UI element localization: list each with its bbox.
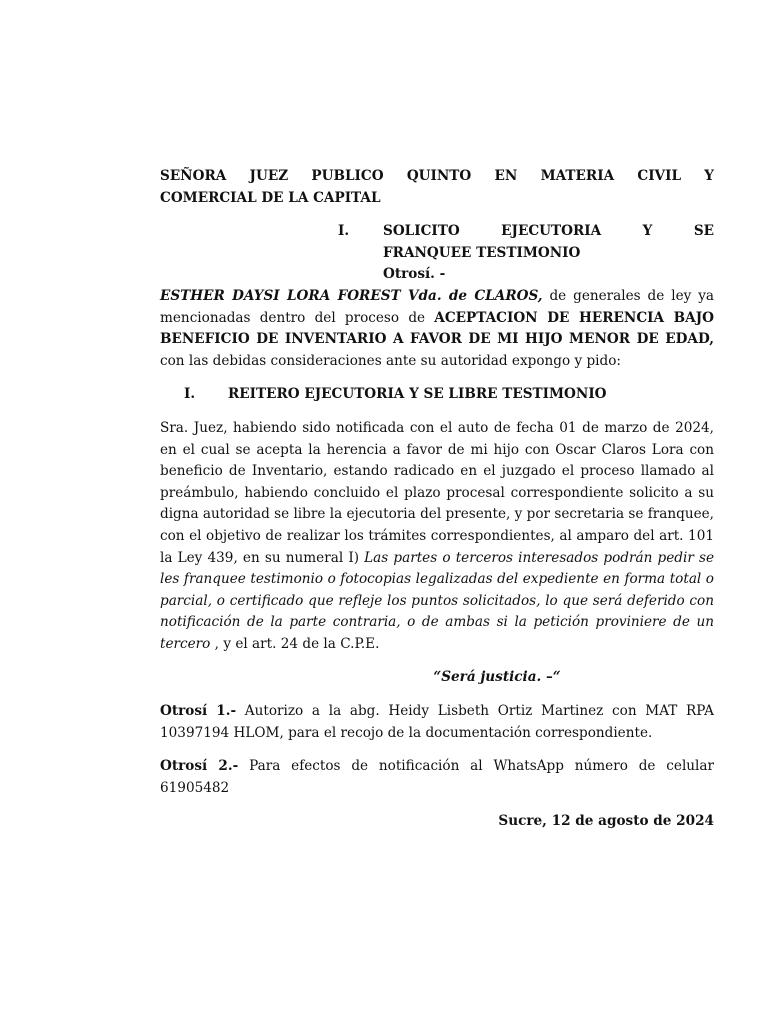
sumilla bbox=[338, 221, 714, 286]
intro-text-2: con las debidas consideraciones ante su autoridad expongo y pido: bbox=[160, 352, 621, 369]
otrosi-2-text: Para efectos de notificación al WhatsApp número de celular 61905482 bbox=[160, 758, 715, 796]
otrosi-2 bbox=[160, 756, 714, 799]
section-heading bbox=[184, 384, 714, 406]
otrosi-1 bbox=[160, 701, 714, 744]
sumilla-line-2: FRANQUEE TESTIMONIO bbox=[383, 244, 581, 261]
sumilla-line-1: SOLICITO EJECUTORIA Y SE bbox=[383, 223, 714, 240]
sumilla-spacer-2 bbox=[338, 264, 383, 286]
sumilla-otrosi: Otrosí. - bbox=[383, 266, 446, 283]
document-body bbox=[160, 166, 714, 833]
addressee-line-2: COMERCIAL DE LA CAPITAL bbox=[160, 189, 381, 206]
petitioner-name: ESTHER DAYSI LORA FOREST Vda. de CLAROS, bbox=[160, 287, 543, 304]
sumilla-row-2 bbox=[338, 243, 714, 265]
sumilla-number: I. bbox=[338, 223, 350, 240]
closing-phrase: “Será justicia. –“ bbox=[433, 669, 561, 686]
intro-text-1: de generales de ley ya mencionadas dentro del proceso de bbox=[160, 287, 714, 326]
process-name: ACEPTACION DE HERENCIA BAJO BENEFICIO DE INVENTARIO A FAVOR DE MI HIJO MENOR DE EDAD, bbox=[160, 309, 714, 348]
body-text-1: Sra. Juez, habiendo sido notificada con el auto de fecha 01 de marzo de 2024, en el cual se acepta la herencia a favor de mi hijo con Oscar Claros Lora con beneficio de Inventario, estando radicado en el juzgado el proceso llamado al preámbulo, habiendo concluido el plazo procesal correspondiente solicito a su digna autoridad se libre la ejecutoria del presente, y por secretaria se franquee, con el objetivo de realizar los trámites correspondientes, al amparo del art. 101 la Ley 439, en su numeral I) bbox=[160, 419, 714, 566]
intro-paragraph bbox=[160, 286, 714, 372]
body-paragraph bbox=[160, 418, 714, 656]
otrosi-2-label: Otrosí 2.- bbox=[160, 758, 239, 775]
sumilla-spacer bbox=[338, 243, 383, 265]
addressee-line-1: SEÑORA JUEZ PUBLICO QUINTO EN MATERIA CIVIL Y bbox=[160, 168, 714, 184]
section-title: REITERO EJECUTORIA Y SE LIBRE TESTIMONIO bbox=[228, 386, 607, 403]
sumilla-row-3 bbox=[338, 264, 714, 286]
body-text-2: , y el art. 24 de la C.P.E. bbox=[210, 635, 380, 652]
legal-quote: Las partes o terceros interesados podrán pedir se les franquee testimonio o fotocopias legalizadas del expediente en forma total o parcial, o certificado que refleje los puntos solicitados, lo que será deferido con notificación de la parte contraria, o de ambas si la petición proviniere de un tercero bbox=[160, 549, 714, 652]
otrosi-1-text: Autorizo a la abg. Heidy Lisbeth Ortiz Martinez con MAT RPA 10397194 HLOM, para el recojo de la documentación correspondiente. bbox=[160, 703, 714, 741]
section-number: I. bbox=[184, 386, 196, 403]
document-date: Sucre, 12 de agosto de 2024 bbox=[498, 813, 714, 830]
sumilla-row bbox=[338, 221, 714, 243]
addressee bbox=[160, 166, 714, 209]
otrosi-1-label: Otrosí 1.- bbox=[160, 703, 237, 720]
